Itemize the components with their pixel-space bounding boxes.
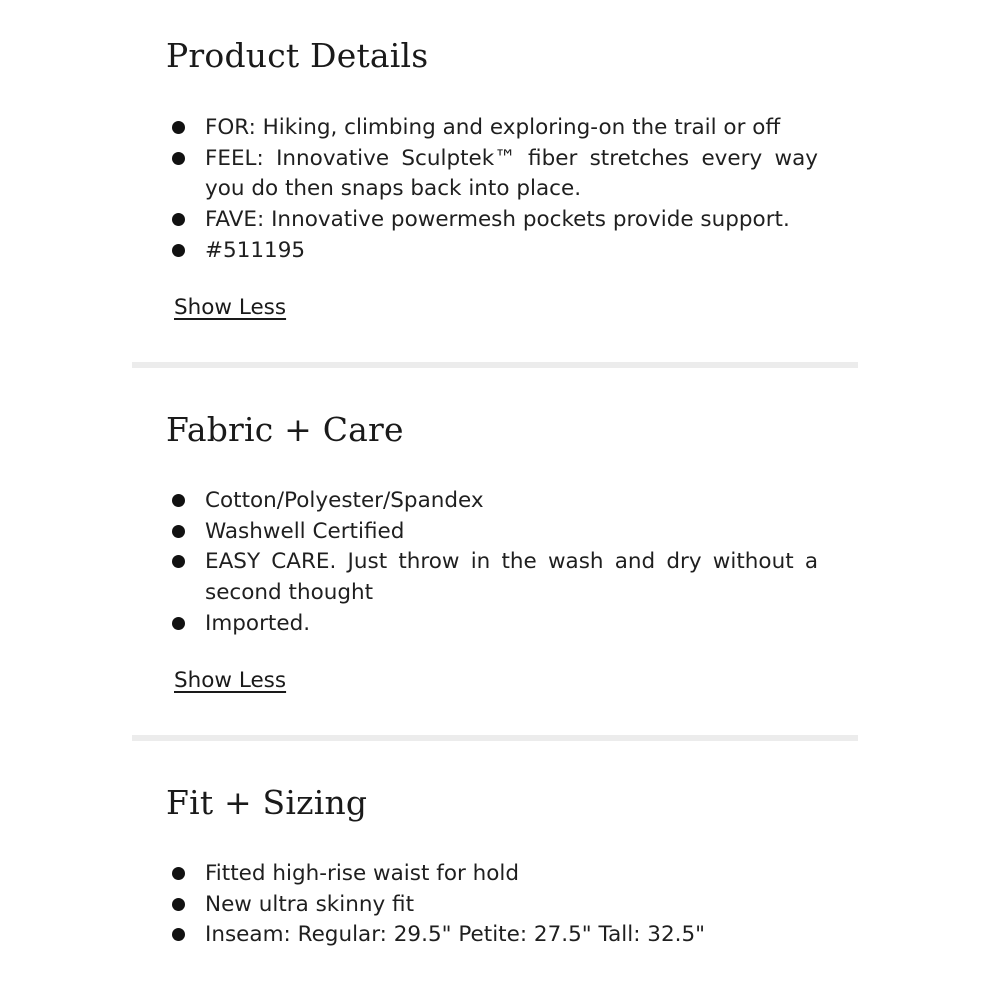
list-item-text: New ultra skinny fit	[205, 891, 415, 917]
fabric-care-show-less-link[interactable]: Show Less	[174, 668, 287, 693]
list-item-text: FOR: Hiking, climbing and exploring-on the trail or off	[205, 115, 781, 140]
fit-sizing-title: Fit + Sizing	[166, 783, 368, 822]
fabric-care-list	[172, 486, 818, 640]
bullet-dot-icon	[172, 928, 185, 941]
list-item	[172, 113, 818, 144]
list-item	[172, 236, 818, 267]
fit-sizing-section	[132, 741, 858, 1000]
list-item	[172, 205, 818, 236]
list-item	[172, 517, 818, 548]
bullet-dot-icon	[172, 152, 185, 165]
product-details-section	[132, 0, 858, 360]
list-item-text: Imported.	[205, 610, 311, 636]
bullet-dot-icon	[172, 494, 185, 507]
bullet-dot-icon	[172, 213, 185, 226]
fabric-care-section	[132, 368, 858, 734]
list-item-text: Washwell Certified	[205, 518, 405, 544]
list-item-text: Fitted high-rise waist for hold	[205, 861, 520, 886]
bullet-dot-icon	[172, 525, 185, 538]
list-item	[172, 890, 818, 921]
list-item-text: Cotton/Polyester/Spandex	[205, 488, 484, 513]
product-details-show-less-link[interactable]: Show Less	[174, 295, 287, 320]
bullet-dot-icon	[172, 867, 185, 880]
product-details-title: Product Details	[166, 36, 429, 75]
list-item	[172, 859, 818, 890]
bullet-dot-icon	[172, 555, 185, 568]
bullet-dot-icon	[172, 244, 185, 257]
list-item-text: EASY CARE. Just throw in the wash and dry without a second thought	[205, 549, 818, 606]
list-item-text: Inseam: Regular: 29.5" Petite: 27.5" Tall: 32.5"	[205, 922, 706, 948]
list-item-text: FAVE: Innovative powermesh pockets provide support.	[205, 207, 790, 233]
list-item	[172, 920, 818, 951]
list-item	[172, 547, 818, 608]
fabric-care-title: Fabric + Care	[166, 410, 404, 449]
list-item	[172, 486, 818, 517]
fit-sizing-list	[172, 859, 818, 951]
bullet-dot-icon	[172, 121, 185, 134]
list-item	[172, 144, 818, 205]
bullet-dot-icon	[172, 898, 185, 911]
list-item-text: #511195	[205, 237, 306, 263]
bullet-dot-icon	[172, 617, 185, 630]
list-item	[172, 609, 818, 640]
list-item-text: FEEL: Innovative Sculptek™ fiber stretches every way you do then snaps back into place.	[205, 145, 818, 202]
product-details-list	[172, 113, 818, 267]
